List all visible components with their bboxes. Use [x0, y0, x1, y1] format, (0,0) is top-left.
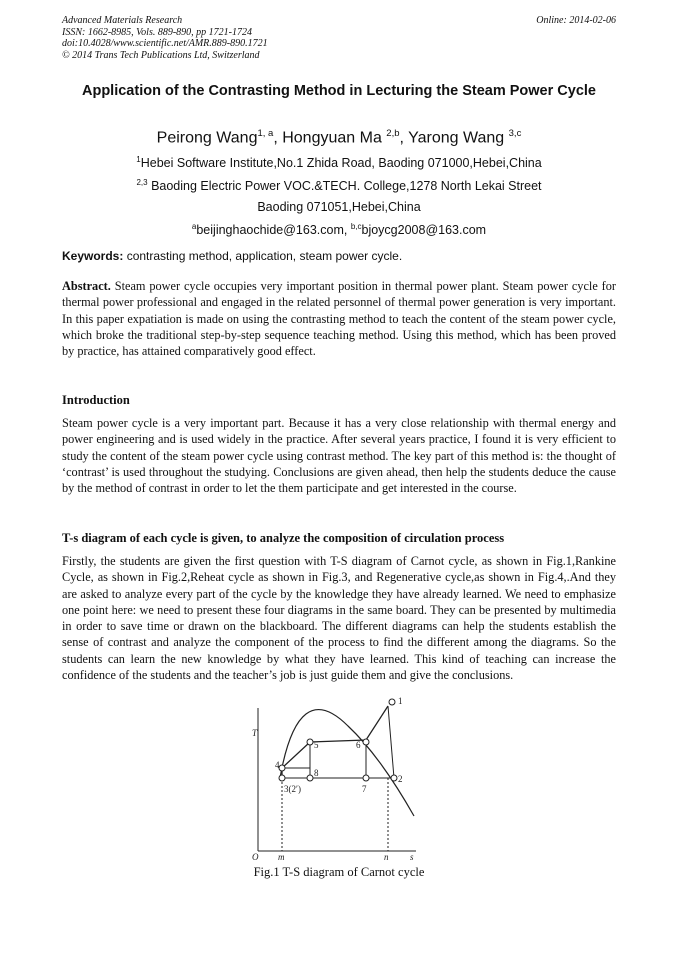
- point-1-label: 1: [398, 696, 403, 706]
- affiliation-text: Baoding Electric Power VOC.&TECH. College,1278 North Lekai Street: [151, 179, 542, 194]
- m-label: m: [278, 852, 285, 862]
- ts-diagram-figure: [238, 696, 418, 864]
- point-2-label: 2: [398, 774, 403, 784]
- email-sup: b,c: [350, 222, 362, 231]
- figure-caption: Fig.1 T-S diagram of Carnot cycle: [253, 865, 425, 879]
- point-3: [279, 775, 285, 781]
- point-5-label: 5: [314, 740, 319, 750]
- email-bc[interactable]: bjoycg2008@163.com: [361, 223, 487, 238]
- affiliation-sup: 1: [136, 155, 141, 164]
- abstract-label: Abstract.: [62, 279, 111, 293]
- point-3-label: 3(2′): [284, 784, 301, 794]
- author-list: Peirong Wang$^{1, a}$, Hongyuan Ma $^{2,b}$, Yarong Wang $^{3,c}$: [156, 128, 522, 147]
- point-1: [389, 699, 395, 705]
- section-heading-ts-diagram: T-s diagram of each cycle is given, to analyze the composition of circulation process: [62, 531, 505, 545]
- author-name: Hongyuan Ma: [282, 129, 382, 147]
- email-a[interactable]: beijinghaochide@163.com,: [196, 223, 348, 238]
- author-sup: 1, a: [257, 128, 274, 139]
- affiliation-2-cont: Baoding 071051,Hebei,China: [257, 200, 421, 214]
- point-5: [307, 739, 313, 745]
- point-8: [307, 775, 313, 781]
- author-name: Yarong Wang: [408, 129, 505, 147]
- cycle-upper-path: [282, 706, 388, 778]
- paper-title: Application of the Contrasting Method in Lecturing the Steam Power Cycle: [82, 83, 596, 99]
- author-sup: 2,b: [386, 128, 400, 139]
- issn-line: ISSN: 1662-8985, Vols. 889-890, pp 1721-1724: [62, 26, 252, 38]
- point-6-label: 6: [356, 740, 361, 750]
- keywords-label: Keywords:: [62, 249, 124, 263]
- section-heading-introduction: Introduction: [62, 393, 130, 407]
- point-4: [279, 765, 285, 771]
- point-6: [363, 739, 369, 745]
- journal-header: [62, 15, 268, 61]
- abstract-text: Steam power cycle occupies very important position in thermal power plant. Steam power cycle for thermal power professional and engaged in the related personnel of thermal power generation is very important. In this paper expatiation is made on using the contrasting method to teach the content of the steam power cycle, which broke the traditional step-by-step sequence teaching method. Using this method, which has been proved by practice, has attained comparatively good effect.: [62, 279, 617, 359]
- online-date: Online: 2014-02-06: [536, 15, 616, 26]
- affiliation-1: [0, 155, 678, 170]
- affiliation-text: Hebei Software Institute,No.1 Zhida Road, Baoding 071000,Hebei,China: [140, 156, 542, 171]
- copyright-line: © 2014 Trans Tech Publications Ltd, Switzerland: [62, 49, 260, 61]
- t-axis-label: T: [252, 728, 258, 738]
- saturation-dome: [280, 710, 414, 816]
- point-2: [391, 775, 397, 781]
- introduction-text: Steam power cycle is a very important part. Because it has a very close relationship with thermal energy and power engineering and is used widely in the practice. After several years practice, I found it is very efficient to study the content of the steam power cycle using contrast method. The key part of this method is: the thought of ‘contrast’ is used throughout the studying. Conclusions are given ahead, then help the students deduce the cause by the method of contrast in order to let the them participate and get interested in the course.: [62, 416, 616, 496]
- s-axis-label: s: [410, 852, 414, 862]
- doi-line[interactable]: doi:10.4028/www.scientific.net/AMR.889-890.1721: [62, 38, 268, 49]
- section2-text: Firstly, the students are given the first question with T-S diagram of Carnot cycle, as shown in Fig.1,Rankine Cycle, as shown in Fig.2,Reheat cycle as shown in Fig.3, and Regenerative cycle,as shown in Fig.4,.And they are asked to analyze every part of the cycle by the knowledge they have already learned. We need to emphasize one point here: we need to present these four diagrams in the same board. They can be presented by multimedia in order to save time or drawn on the blackboard. The different diagrams can help the students establish the sense of contrast and analyze the component of the process to find the different among the diagrams. So the students can learn the new knowledge by what they have learned. This kind of teaching can increase the confidence of the students and the teacher’s job is just guide them and give the conclusions.: [62, 554, 616, 683]
- journal-name: Advanced Materials Research: [62, 15, 183, 26]
- keywords-text: contrasting method, application, steam power cycle.: [126, 249, 403, 263]
- origin-label: O: [252, 852, 259, 862]
- n-label: n: [384, 852, 389, 862]
- point-8-label: 8: [314, 768, 319, 778]
- abstract: [62, 278, 616, 359]
- point-7-label: 7: [362, 784, 367, 794]
- author-sup: 3,c: [508, 128, 522, 139]
- email-sup: a: [191, 222, 197, 231]
- affiliation-sup: 2,3: [136, 178, 148, 187]
- email-line: [0, 222, 678, 237]
- author-name: Peirong Wang: [156, 129, 258, 147]
- expansion-line: [388, 706, 394, 778]
- keywords: [62, 249, 622, 263]
- point-4-label: 4: [275, 760, 280, 770]
- point-7: [363, 775, 369, 781]
- affiliation-2: [0, 178, 678, 193]
